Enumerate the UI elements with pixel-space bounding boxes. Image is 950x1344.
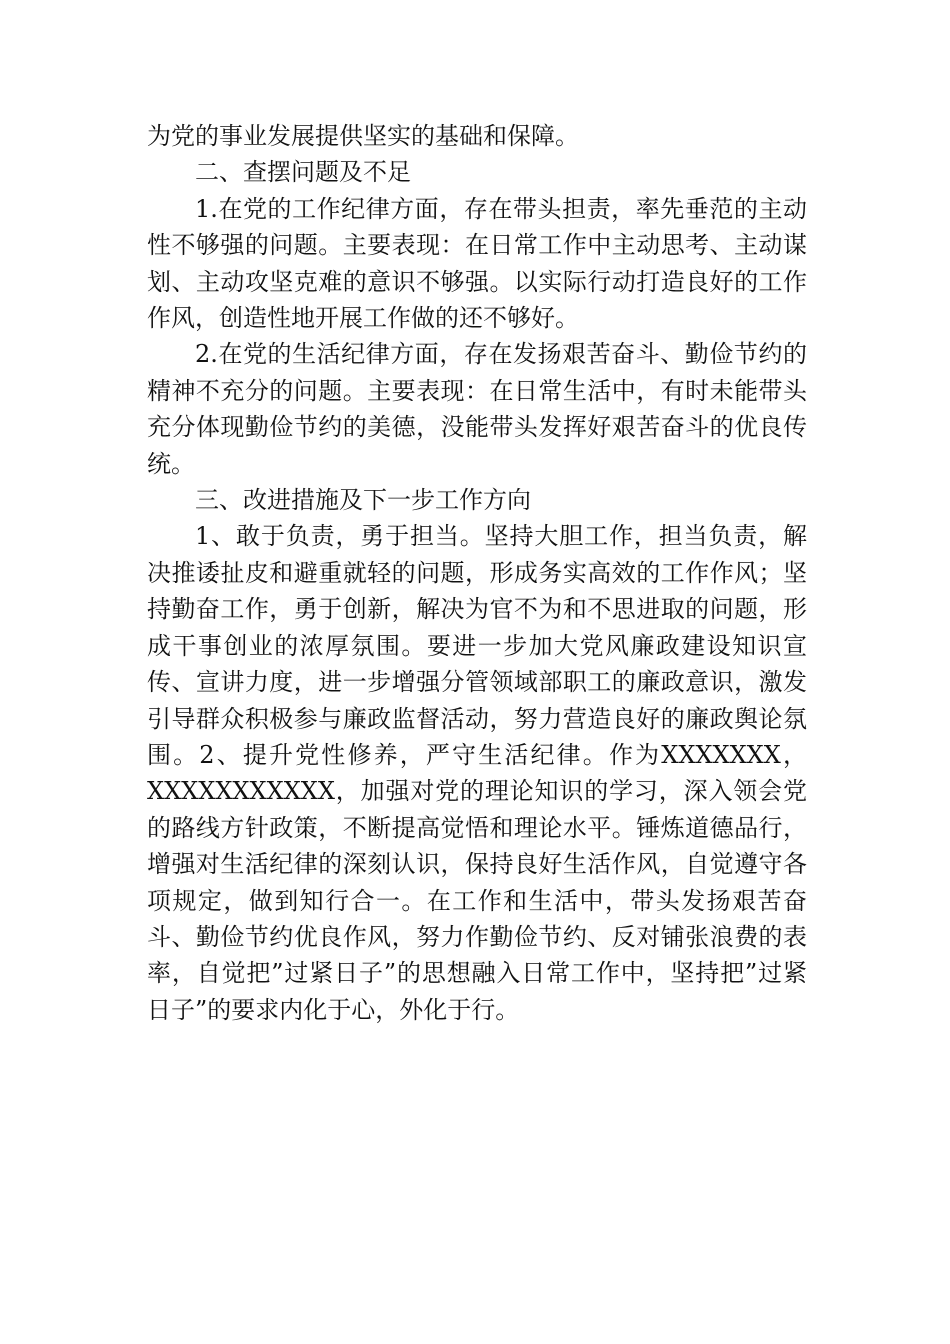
section-heading-measures: 三、改进措施及下一步工作方向 bbox=[195, 486, 531, 515]
document-body bbox=[147, 118, 807, 1028]
paragraph-work-discipline: 1.在党的工作纪律方面，存在带头担责，率先垂范的主动性不够强的问题。主要表现：在日常工作中主动思考、主动谋划、主动攻坚克难的意识不够强。以实际行动打造良好的工作作风，创造性地开展工作做的还不够好。 bbox=[147, 194, 807, 333]
section-heading-problems: 二、查摆问题及不足 bbox=[195, 158, 411, 187]
paragraph-measures: 1、敢于负责，勇于担当。坚持大胆工作，担当负责，解决推诿扯皮和避重就轻的问题，形成务实高效的工作作风；坚持勤奋工作，勇于创新，解决为官不为和不思进取的问题，形成干事创业的浓厚氛围。要进一步加大党风廉政建设知识宣传、宣讲力度，进一步增强分管领域部职工的廉政意识，激发引导群众积极参与廉政监督活动，努力营造良好的廉政舆论氛围。2、提升党性修养，严守生活纪律。作为XXXXXXX，XXXXXXXXXXX，加强对党的理论知识的学习，深入领会党的路线方针政策，不断提高觉悟和理论水平。锤炼道德品行，增强对生活纪律的深刻认识，保持良好生活作风，自觉遵守各项规定，做到知行合一。在工作和生活中，带头发扬艰苦奋斗、勤俭节约优良作风，努力作勤俭节约、反对铺张浪费的表率，自觉把”过紧日子”的思想融入日常工作中，坚持把”过紧日子”的要求内化于心，外化于行。 bbox=[147, 522, 807, 1024]
paragraph-life-discipline: 2.在党的生活纪律方面，存在发扬艰苦奋斗、勤俭节约的精神不充分的问题。主要表现：在日常生活中，有时未能带头充分体现勤俭节约的美德，没能带头发挥好艰苦奋斗的优良传统。 bbox=[147, 340, 807, 478]
paragraph-continuation: 为党的事业发展提供坚实的基础和保障。 bbox=[147, 122, 579, 150]
